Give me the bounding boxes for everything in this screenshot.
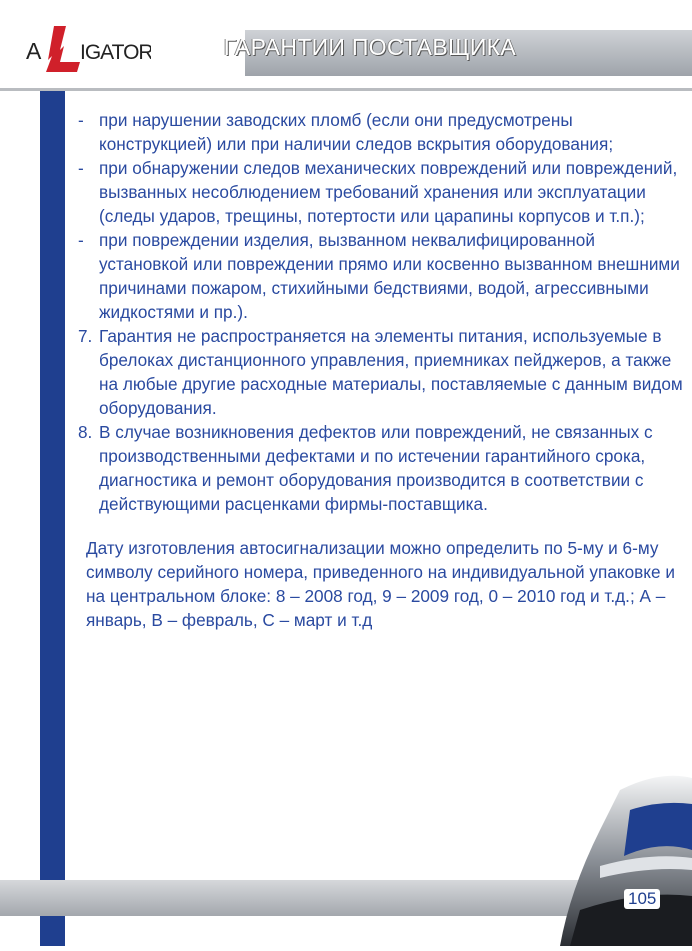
- header-divider: [0, 88, 692, 91]
- page-title: ГАРАНТИИ ПОСТАВЩИКА: [223, 34, 516, 60]
- page-header: [0, 0, 692, 88]
- svg-text:A: A: [26, 38, 41, 64]
- car-icon: [560, 770, 692, 946]
- car-illustration: [560, 770, 692, 946]
- list-item: - при обнаружении следов механических повреждений или повреждений, вызванных несоблюдением требований хранения или эксплуатации (следы ударов, трещины, потертости или царапины корпусов и т.п.);: [78, 158, 678, 226]
- warranty-text: [78, 108, 688, 649]
- svg-text:IGATOR: IGATOR: [80, 41, 151, 64]
- list-item: 8. В случае возникновения дефектов или повреждений, не связанных с производственными дефектами и по истечении гарантийного срока, диагностика и ремонт оборудования производится в соответствии с действующими расценками фирмы-поставщика.: [78, 422, 653, 514]
- list-item: - при повреждении изделия, вызванном неквалифицированной установкой или повреждении прямо или косвенно вызванном внешними причинами пожаром, стихийными бедствиями, водой, агрессивными жидкостями и пр.).: [78, 230, 680, 322]
- logo-wordmark: [26, 38, 151, 72]
- manufacture-date-note: Дату изготовления автосигнализации можно определить по 5-му и 6-му символу серийного номера, приведенного на индивидуальной упаковке и на центральном блоке: 8 – 2008 год, 9 – 2009 год, 0 – 2010 год и т.д.; А – январь, В – февраль, С – март и т.д: [86, 538, 675, 630]
- list-item: - при нарушении заводских пломб (если они предусмотрены конструкцией) или при наличии следов вскрытия оборудования;: [78, 110, 614, 154]
- list-item: 7. Гарантия не распространяется на элементы питания, используемые в брелоках дистанционного управления, приемниках пейджеров, а также на любые другие расходные материалы, поставляемые с данным видом оборудования.: [78, 326, 683, 418]
- left-margin: [0, 91, 40, 946]
- page-number: 105: [624, 889, 660, 909]
- side-stripe: [40, 91, 65, 946]
